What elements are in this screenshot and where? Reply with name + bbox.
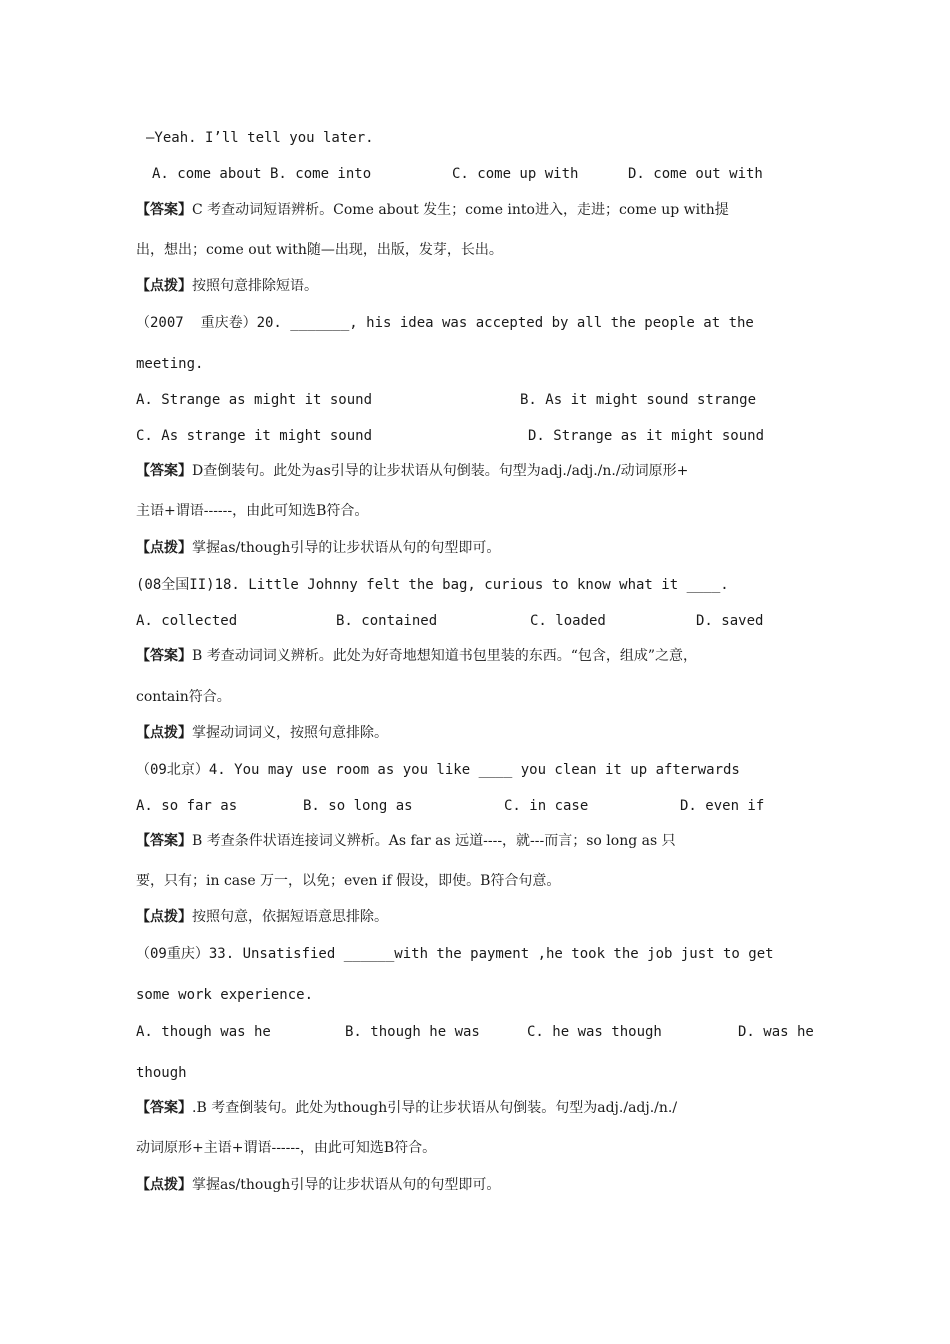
question-line: some work experience. — [136, 987, 314, 1003]
text-line: —Yeah. I’ll tell you later. — [146, 130, 374, 146]
tip-line — [136, 724, 816, 742]
option-a: A. so far as — [136, 798, 238, 814]
option-c: C. As strange it might sound — [136, 428, 373, 444]
answer-tag: 【答案】 — [136, 202, 192, 218]
answer-tag: 【答案】 — [136, 463, 192, 479]
answer-line — [136, 1099, 816, 1117]
option-d: D. saved — [696, 613, 764, 629]
answer-text: D查倒装句。此处为as引导的让步状语从句倒装。句型为adj./adj./n./动词原形+ — [192, 463, 689, 479]
option-a: A. collected — [136, 613, 238, 629]
tip-tag: 【点拨】 — [136, 909, 192, 925]
question-line: (08全国II)18. Little Johnny felt the bag, curious to know what it ____. — [136, 577, 729, 593]
answer-line: 主语+谓语------，由此可知选B符合。 — [136, 503, 369, 519]
option-b: B. As it might sound strange — [520, 392, 757, 408]
tip-text: 掌握as/though引导的让步状语从句的句型即可。 — [192, 540, 501, 556]
option-c: C. in case — [504, 798, 589, 814]
option-a: A. come about B. come into — [152, 166, 372, 182]
option-d: D. come out with — [628, 166, 763, 182]
answer-text: B 考查条件状语连接词义辨析。As far as 远道----，就---而言；so long as 只 — [192, 833, 676, 849]
option-b: B. though he was — [345, 1024, 480, 1040]
tip-tag: 【点拨】 — [136, 540, 192, 556]
option-a: A. though was he — [136, 1024, 271, 1040]
tip-tag: 【点拨】 — [136, 1177, 192, 1193]
answer-line: 出，想出；come out with随—出现，出版，发芽，长出。 — [136, 242, 503, 258]
tip-text: 按照句意排除短语。 — [192, 278, 318, 294]
tip-text: 掌握动词词义，按照句意排除。 — [192, 725, 388, 741]
tip-line — [136, 277, 816, 295]
option-d: D. even if — [680, 798, 765, 814]
option-b: B. contained — [336, 613, 438, 629]
answer-line — [136, 201, 816, 219]
answer-line: contain符合。 — [136, 689, 231, 705]
answer-text: .B 考查倒装句。此处为though引导的让步状语从句倒装。句型为adj./adj./n./ — [192, 1100, 678, 1116]
answer-line: 要，只有；in case 万一，以免；even if 假设，即使。B符合句意。 — [136, 873, 561, 889]
question-line: （2007 重庆卷）20. _______, his idea was accepted by all the people at the — [136, 315, 754, 331]
option-c: C. loaded — [530, 613, 606, 629]
question-line: meeting. — [136, 356, 204, 372]
answer-tag: 【答案】 — [136, 1100, 192, 1116]
answer-line — [136, 647, 816, 665]
tip-tag: 【点拨】 — [136, 725, 192, 741]
tip-line — [136, 539, 816, 557]
tip-line — [136, 908, 816, 926]
option-d: D. Strange as it might sound — [528, 428, 765, 444]
option-c: C. he was though — [527, 1024, 662, 1040]
answer-text: B 考查动词词义辨析。此处为好奇地想知道书包里装的东西。“包含，组成”之意， — [192, 648, 698, 664]
tip-text: 掌握as/though引导的让步状语从句的句型即可。 — [192, 1177, 501, 1193]
tip-tag: 【点拨】 — [136, 278, 192, 294]
option-c: C. come up with — [452, 166, 579, 182]
question-line: （09重庆）33. Unsatisfied ______with the payment ,he took the job just to get — [136, 946, 774, 962]
option-a: A. Strange as might it sound — [136, 392, 373, 408]
answer-text: C 考查动词短语辨析。Come about 发生；come into进入，走进；come up with提 — [192, 202, 729, 218]
answer-line — [136, 832, 816, 850]
answer-tag: 【答案】 — [136, 648, 192, 664]
option-d: D. was he — [738, 1024, 814, 1040]
question-line: though — [136, 1065, 187, 1081]
tip-text: 按照句意，依据短语意思排除。 — [192, 909, 388, 925]
question-line: （09北京）4. You may use room as you like ____ you clean it up afterwards — [136, 762, 740, 778]
option-b: B. so long as — [303, 798, 413, 814]
answer-line — [136, 462, 816, 480]
answer-line: 动词原形+主语+谓语------，由此可知选B符合。 — [136, 1140, 437, 1156]
answer-tag: 【答案】 — [136, 833, 192, 849]
tip-line — [136, 1176, 816, 1194]
